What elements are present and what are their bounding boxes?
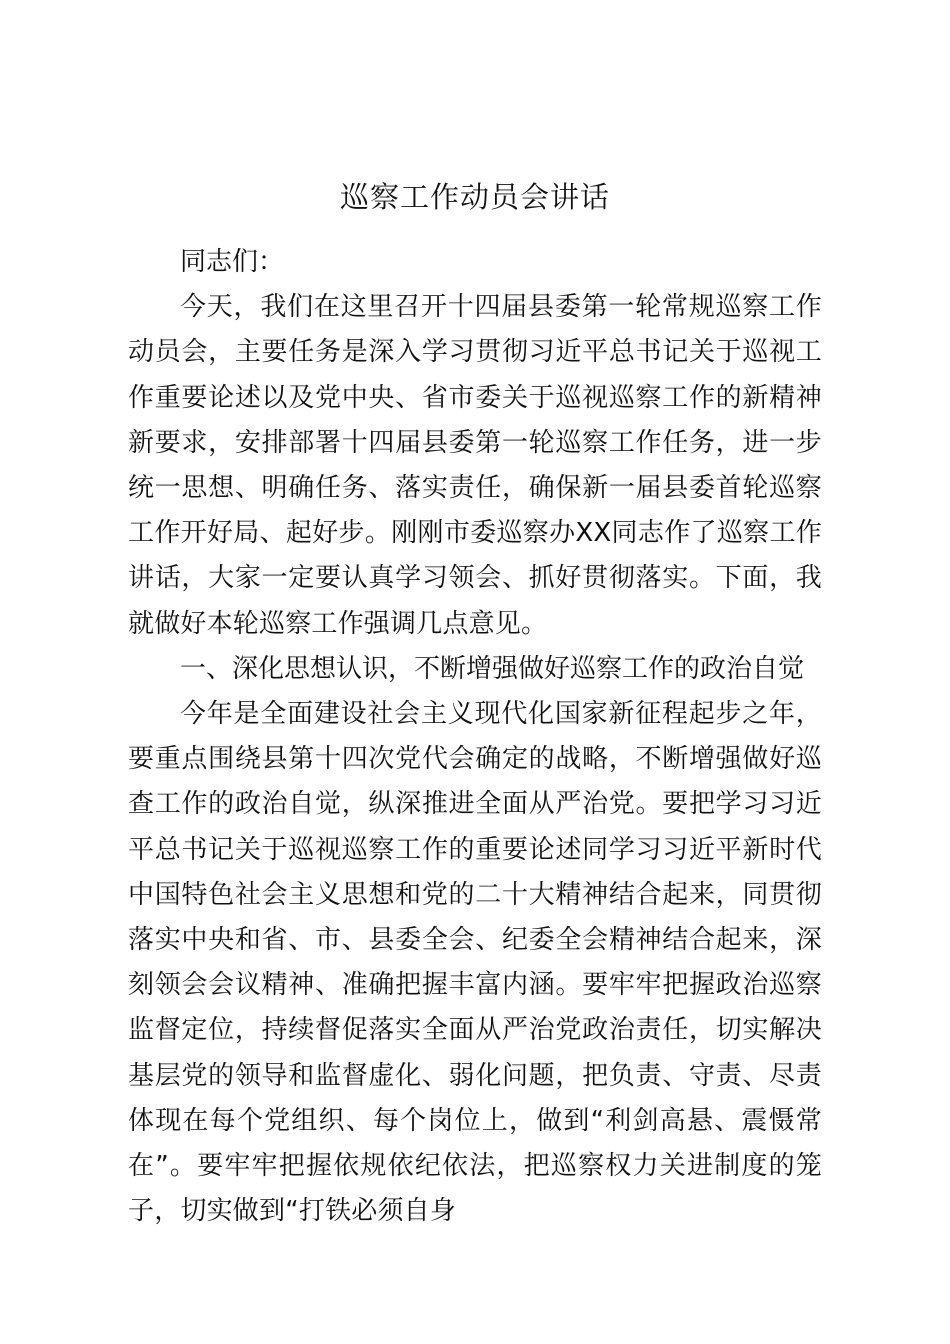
intro-paragraph: 今天，我们在这里召开十四届县委第一轮常规巡察工作动员会，主要任务是深入学习贯彻习近平总书记关于巡视工作重要论述以及党中央、省市委关于巡视巡察工作的新精神新要求，安排部署十四届县委第一轮巡察工作任务，进一步统一思想、明确任务、落实责任，确保新一届县委首轮巡察工作开好局、起好步。刚刚市委巡察办XX同志作了巡察工作讲话，大家一定要认真学习领会、抓好贯彻落实。下面，我就做好本轮巡察工作强调几点意见。 (128, 292, 822, 639)
document-title: 巡察工作动员会讲话 (339, 180, 610, 214)
salutation: 同志们： (180, 247, 285, 277)
document-body (128, 240, 822, 1234)
section-heading: 一、深化思想认识，不断增强做好巡察工作的政治自觉 (180, 653, 805, 684)
section-paragraph: 今年是全面建设社会主义现代化国家新征程起步之年，要重点围绕县第十四次党代会确定的战略，不断增强做好巡查工作的政治自觉，纵深推进全面从严治党。要把学习习近平总书记关于巡视巡察工作的重要论述同学习习近平新时代中国特色社会主义思想和党的二十大精神结合起来，同贯彻落实中央和省、市、县委全会、纪委全会精神结合起来，深刻领会会议精神、准确把握丰富内涵。要牢牢把握政治巡察监督定位，持续督促落实全面从严治党政治责任，切实解决基层党的领导和监督虚化、弱化问题，把负责、守责、尽责体现在每个党组织、每个岗位上，做到“利剑高悬、震慑常在”。要牢牢把握依规依纪依法，把巡察权力关进制度的笼子，切实做到“打铁必须自身 (128, 699, 822, 1227)
